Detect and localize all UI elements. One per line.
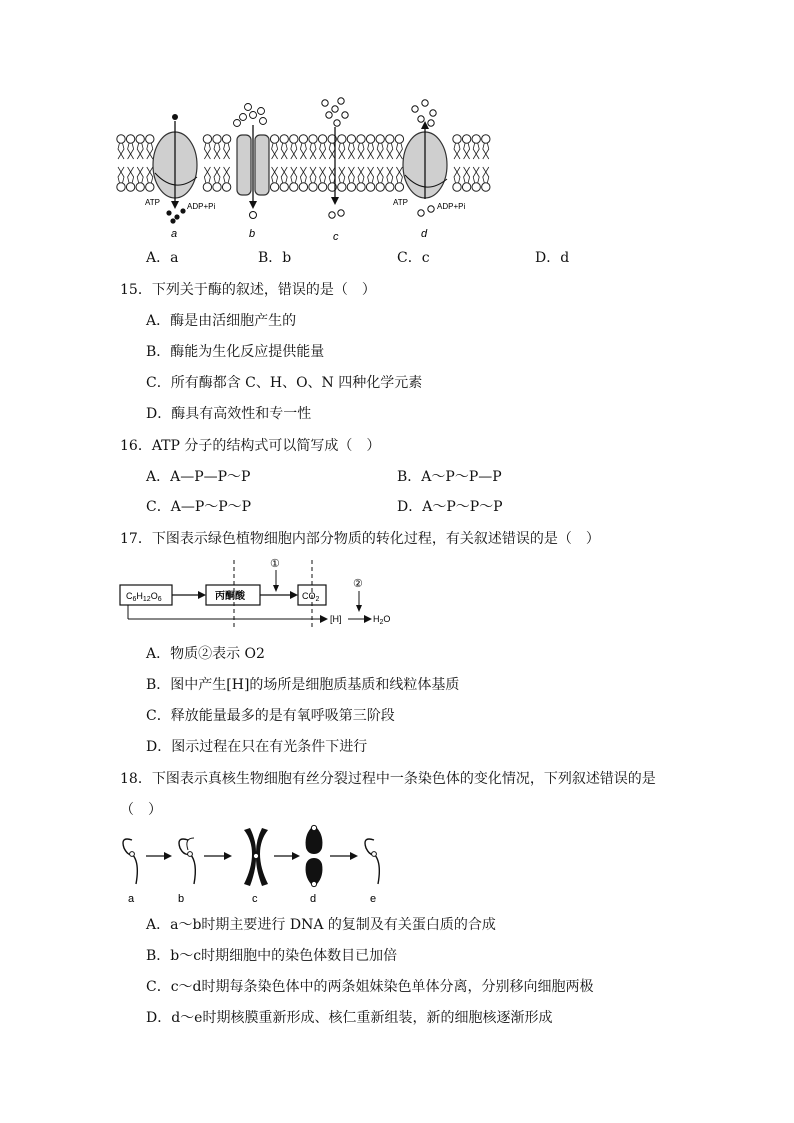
q18-stem: 18．下图表示真核生物细胞有丝分裂过程中一条染色体的变化情况，下列叙述错误的是 bbox=[120, 771, 656, 787]
svg-text:H2O: $H_2O$ bbox=[373, 614, 391, 626]
chromo-label-e: e bbox=[370, 893, 377, 904]
q16-option-c[interactable]: C．A—P～P～P bbox=[146, 499, 252, 515]
chromo-label-d: d bbox=[310, 893, 317, 904]
q18-option-d[interactable]: D．d～e时期核膜重新形成、核仁重新组装，新的细胞核逐渐形成 bbox=[146, 1010, 553, 1026]
q15-option-b[interactable]: B．酶能为生化反应提供能量 bbox=[146, 344, 325, 360]
mark-1: ① bbox=[270, 558, 280, 570]
q14-option-c[interactable]: C．c bbox=[397, 250, 430, 266]
label-c: c bbox=[333, 231, 339, 243]
respiration-diagram bbox=[118, 555, 398, 630]
q15-option-d[interactable]: D．酶具有高效性和专一性 bbox=[146, 406, 312, 422]
membrane-transport-figure bbox=[115, 95, 495, 245]
q17-option-c[interactable]: C．释放能量最多的是有氧呼吸第三阶段 bbox=[146, 708, 395, 724]
chromosome-diagram bbox=[118, 822, 398, 904]
q18-option-a[interactable]: A．a～b时期主要进行 DNA 的复制及有关蛋白质的合成 bbox=[146, 917, 496, 933]
label-b: b bbox=[249, 228, 256, 240]
q16-stem: 16．ATP 分子的结构式可以简写成（ ） bbox=[120, 438, 381, 454]
q14-option-a[interactable]: A．a bbox=[146, 250, 179, 266]
q14-option-d[interactable]: D．d bbox=[535, 250, 570, 266]
q17-option-b[interactable]: B．图中产生[H]的场所是细胞质基质和线粒体基质 bbox=[146, 677, 460, 693]
q16-option-a[interactable]: A．A—P—P～P bbox=[146, 469, 251, 485]
q18-stem-paren: （ ） bbox=[120, 802, 162, 818]
label-a: a bbox=[171, 228, 178, 240]
mark-2: ② bbox=[353, 578, 363, 590]
svg-text:CO2: $CO_2$ bbox=[302, 591, 320, 603]
chromo-label-a: a bbox=[128, 893, 135, 904]
pyruvate-label: 丙酮酸 bbox=[215, 591, 245, 602]
q16-option-b[interactable]: B．A～P～P—P bbox=[397, 469, 502, 485]
q16-option-d[interactable]: D．A～P～P～P bbox=[397, 499, 503, 515]
q17-option-a[interactable]: A．物质②表示 O2 bbox=[146, 646, 265, 662]
q17-stem: 17．下图表示绿色植物细胞内部分物质的转化过程，有关叙述错误的是（ ） bbox=[120, 531, 600, 547]
svg-text:ADP+Pi: ADP+Pi bbox=[437, 202, 466, 211]
q15-stem: 15．下列关于酶的叙述，错误的是（ ） bbox=[120, 282, 376, 298]
svg-text:ATP: ATP bbox=[145, 198, 160, 207]
q14-option-b[interactable]: B．b bbox=[258, 250, 292, 266]
q15-option-c[interactable]: C．所有酶都含 C、H、O、N 四种化学元素 bbox=[146, 375, 423, 391]
q15-option-a[interactable]: A．酶是由活细胞产生的 bbox=[146, 313, 297, 329]
h-label: [H] bbox=[330, 614, 342, 624]
q18-option-b[interactable]: B．b～c时期细胞中的染色体数目已加倍 bbox=[146, 948, 398, 964]
svg-text:ADP+Pi: ADP+Pi bbox=[187, 202, 216, 211]
label-d: d bbox=[421, 228, 428, 240]
q17-option-d[interactable]: D．图示过程在只在有光条件下进行 bbox=[146, 739, 368, 755]
q18-option-c[interactable]: C．c～d时期每条染色体中的两条姐妹染色单体分离，分别移向细胞两极 bbox=[146, 979, 594, 995]
chromo-label-b: b bbox=[178, 893, 185, 904]
chromo-label-c: c bbox=[252, 893, 258, 904]
glucose-label: $C_6H_{12}O_6$ bbox=[126, 591, 162, 603]
svg-text:ATP: ATP bbox=[393, 198, 408, 207]
